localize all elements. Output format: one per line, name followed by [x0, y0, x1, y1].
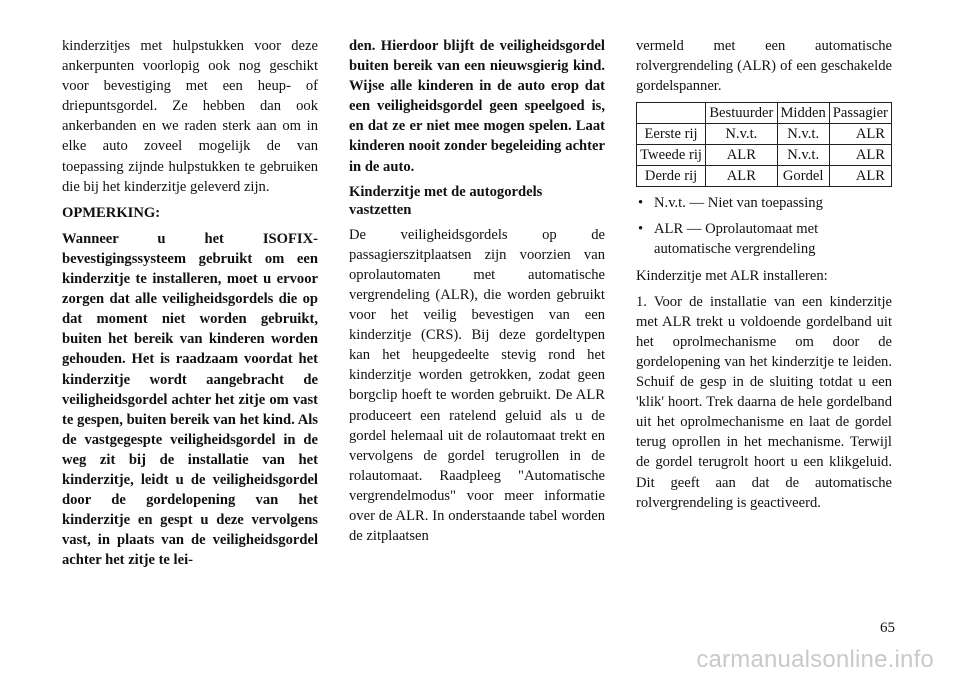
note-label: OPMERKING:	[62, 204, 161, 221]
note-text: Wanneer u het ISOFIX-bevestigingssysteem gebruikt om een kinderzitje te installeren, moet u ervoor zorgen dat alle veiligheidsgordels die op dat moment niet worden gebruikt, buiten het bereik van kinderen worden gehouden. Het is raadzaam voordat het kinderzitje wordt aangebracht de veiligheidsgordel achter het zitje om vast te gespen, buiten bereik van het kind. Als de vastgegespte veiligheidsgordel in de weg zit bij de installatie van het kinderzitje, leidt u de veiligheidsgordel door de gordelopening van het kinderzitje en gespt u deze vervolgens vast, in plaats van de veiligheidsgordel achter het zitje te lei-	[62, 230, 318, 569]
table-cell: ALR	[829, 124, 891, 145]
page-number: 65	[880, 620, 895, 636]
table-cell: ALR	[829, 166, 891, 187]
table-header-cell: Midden	[777, 103, 829, 124]
table-cell: N.v.t.	[777, 145, 829, 166]
table-row	[637, 145, 892, 166]
table-cell: N.v.t.	[777, 124, 829, 145]
note-continuation: den. Hierdoor blijft de veiligheidsgordel buiten bereik van een nieuwsgierig kind. Wijse alle kinderen in de auto erop dat een veiligheidsgordel geen speelgoed is, en dat ze er niet mee mogen spelen. Laat kinderen nooit zonder begeleiding achter in de auto.	[349, 38, 605, 175]
table-cell: N.v.t.	[706, 124, 777, 145]
table-row	[637, 124, 892, 145]
seating-table	[636, 102, 892, 187]
row-label: Tweede rij	[637, 145, 706, 166]
row-label: Derde rij	[637, 166, 706, 187]
column-middle	[349, 36, 605, 552]
install-step-1: 1. Voor de installatie van een kinderzitje met ALR trekt u voldoende gordelband uit het oprolmechanisme om door de gordelopening van het kinderzitje te leiden. Schuif de gesp in de sluiting totdat u een 'klik' hoort. Trek daarna de hele gordelband uit het oprolmechanisme en laat de gordel terug oprollen in het mechanisme. Terwijl de gordel terugrolt hoort u een klikgeluid. Dit geeft aan dat de automatische rolvergrendeling is geactiveerd.	[636, 293, 892, 511]
legend-item: • N.v.t. — Niet van toepassing	[636, 193, 892, 213]
row-label: Eerste rij	[637, 124, 706, 145]
section-heading: Kinderzitje met de autogordels vastzetten	[349, 183, 543, 218]
legend-item: • ALR — Oprolautomaat met automatische vergrendeling	[636, 219, 892, 259]
legend-list	[636, 193, 892, 259]
watermark: carmanualsonline.info	[696, 646, 934, 673]
table-cell: Gordel	[777, 166, 829, 187]
column-right	[636, 36, 892, 519]
table-header-row	[637, 103, 892, 124]
table-header-cell: Passagier	[829, 103, 891, 124]
section-body: De veiligheidsgordels op de passagierszitplaatsen zijn voorzien van oprolautomaten met automatische vergrendeling (ALR), die worden gebruikt voor het veilig bevestigen van een kinderzitje (CRS). Bij deze gordeltypen kan het heupgedeelte stevig rond het kinderzitje worden getrokken, zodat geen borgclip hoeft te worden gebruikt. De ALR produceert een ratelend geluid als u de gordel helemaal uit de rolautomaat trekt en vervolgens de gordel terugrollen in de rolautomaat. Raadpleeg "Automatische vergrendelmodus" voor meer informatie over de ALR. In onderstaande tabel worden de zitplaatsen	[349, 226, 605, 545]
column-left	[62, 36, 318, 576]
install-heading: Kinderzitje met ALR installeren:	[636, 267, 828, 284]
intro-paragraph: kinderzitjes met hulpstukken voor deze ankerpunten voorlopig ook nog geschikt voor bevestiging met een heup- of driepuntsgordel. Ze hebben dan ook ankerbanden en we raden sterk aan om in elke auto zoveel mogelijk de van toepassing zijnde hulpstukken te gebruiken die bij het kinderzitje geleverd zijn.	[62, 38, 318, 195]
table-intro: vermeld met een automatische rolvergrendeling (ALR) of een geschakelde gordelspanner.	[636, 38, 892, 95]
table-header-cell	[637, 103, 706, 124]
table-cell: ALR	[829, 145, 891, 166]
table-cell: ALR	[706, 145, 777, 166]
table-header-cell: Bestuurder	[706, 103, 777, 124]
table-cell: ALR	[706, 166, 777, 187]
table-row	[637, 166, 892, 187]
